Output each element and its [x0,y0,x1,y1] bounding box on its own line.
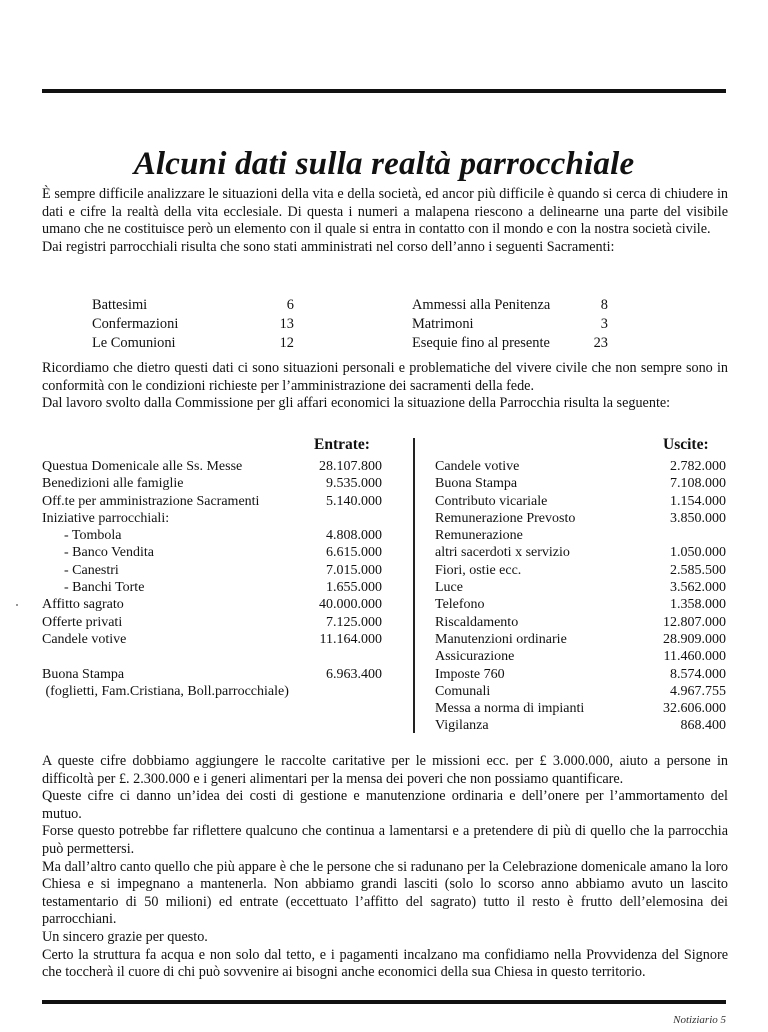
closing-paragraph: Forse questo potrebbe far riflettere qualcuno che continua a lamentarsi e a pretendere di più di quello che la parrocchia può permettersi. [42,823,728,857]
closing-paragraph: Un sincero grazie per questo. [42,928,208,945]
expense-amount: 868.400 [680,718,726,734]
middle-paragraph: Ricordiamo che dietro questi dati ci sono situazioni personali e problematiche del vivere civile che non sempre sono in conformità con le condizioni richieste per l’amministrazione dei sacramenti della fede. [42,360,728,394]
sacrament-name: Confermazioni [92,316,179,332]
income-label: Off.te per amministrazione Sacramenti [42,493,260,509]
expense-row [435,648,726,665]
income-row [42,475,382,492]
intro-text [42,186,728,256]
income-amount: 9.535.000 [326,476,382,492]
expense-amount: 11.460.000 [663,649,726,665]
expense-amount: 12.807.000 [663,614,726,630]
expense-row [435,717,726,734]
expense-row [435,527,726,544]
expense-label: Imposte 760 [435,666,505,682]
closing-paragraph: Queste cifre ci danno un’idea dei costi di gestione e manutenzione ordinaria e dell’onere per l’ammortamento del mutuo. [42,788,728,822]
income-row [42,683,382,700]
expense-row [435,475,726,492]
expense-label: Telefono [435,597,485,613]
sacrament-count: 12 [279,335,294,351]
income-amount: 6.963.400 [326,666,382,682]
income-amount: 7.125.000 [326,614,382,630]
middle-text [42,360,728,413]
income-row [42,458,382,475]
income-row [42,614,382,631]
column-divider [413,438,415,733]
expense-label: Luce [435,580,463,596]
income-label: - Banchi Torte [64,580,145,596]
sacrament-row [412,334,608,353]
sacrament-count: 6 [286,297,294,313]
income-amount: 1.655.000 [326,580,382,596]
income-row [42,544,382,561]
expense-amount: 3.562.000 [670,580,726,596]
expense-row [435,544,726,561]
income-label: Offerte privati [42,614,123,630]
expense-label: Buona Stampa [435,476,518,492]
sacrament-name: Ammessi alla Penitenza [412,297,551,313]
expense-label: Vigilanza [435,718,489,734]
sacrament-row [412,315,608,334]
expense-row [435,458,726,475]
expense-amount: 4.967.755 [670,683,726,699]
sacrament-row [92,334,294,353]
expenses-heading: Uscite: [663,436,709,453]
expense-amount: 1.358.000 [670,597,726,613]
expenses-list [435,458,726,735]
income-amount: 4.808.000 [326,528,382,544]
income-amount: 7.015.000 [326,562,382,578]
income-row [42,493,382,510]
income-row [42,596,382,613]
sacrament-count: 23 [593,335,608,351]
expense-row [435,510,726,527]
sacrament-row [92,296,294,315]
expense-amount: 32.606.000 [663,701,726,717]
expense-row [435,493,726,510]
expense-amount: 2.585.500 [670,562,726,578]
expense-row [435,666,726,683]
income-amount: 6.615.000 [326,545,382,561]
closing-paragraph: A queste cifre dobbiamo aggiungere le raccolte caritative per le missioni ecc. per £ 3.000.000, aiuto a persone in difficoltà per £. 2.300.000 e i generi alimentari per la mensa dei poveri che non possiamo quantificare. [42,753,728,787]
intro-paragraph: È sempre difficile analizzare le situazioni della vita e della società, ed ancor più difficile è quando si cerca di chiudere in dati e cifre la realtà della vita ecclesiale. Di questa i numeri a malapena riescono a delinearne una parte del visibile umano che ne costituisce però un elemento con il quale si entra in contatto con il mondo e con la nostra società civile. [42,186,728,238]
sacrament-row [92,315,294,334]
sacrament-count: 8 [600,297,608,313]
income-amount: 11.164.000 [319,631,382,647]
closing-text [42,753,728,982]
expense-row [435,596,726,613]
intro-paragraph: Dai registri parrocchiali risulta che sono stati amministrati nel corso dell’anno i seguenti Sacramenti: [42,238,615,255]
expense-label: Remunerazione Prevosto [435,510,576,526]
expense-label: Contributo vicariale [435,493,548,509]
expense-row [435,579,726,596]
sacrament-count: 3 [600,316,608,332]
expense-amount: 2.782.000 [670,459,726,474]
expense-label: Candele votive [435,459,520,474]
expense-row [435,631,726,648]
income-label: Questua Domenicale alle Ss. Messe [42,459,243,474]
income-label: Buona Stampa [42,666,125,682]
income-row [42,527,382,544]
expense-label: Remunerazione [435,528,523,544]
sacrament-count: 13 [279,316,294,332]
income-row [42,666,382,683]
income-label: Candele votive [42,631,127,647]
expense-label: Messa a norma di impianti [435,701,585,717]
income-amount: 5.140.000 [326,493,382,509]
expense-row [435,700,726,717]
income-row [42,510,382,527]
expense-amount: 8.574.000 [670,666,726,682]
income-label: - Canestri [64,562,119,578]
income-row-spacer [42,648,382,665]
income-label: Affitto sagrato [42,597,124,613]
sacraments-left [92,296,294,353]
expense-row [435,614,726,631]
expense-label: Assicurazione [435,649,515,665]
closing-paragraph: Certo la struttura fa acqua e non solo dal tetto, e i pagamenti incalzano ma confidiamo nella Provvidenza del Signore che toccherà il cuore di chi può sovvenire ai bisogni anche economici della sua Chiesa in questo territorio. [42,946,728,981]
income-label: Iniziative parrocchiali: [42,510,170,526]
expense-amount: 3.850.000 [670,510,726,526]
expense-label: Riscaldamento [435,614,519,630]
scan-speck [16,604,18,606]
middle-paragraph: Dal lavoro svolto dalla Commissione per gli affari economici la situazione della Parrocchia risulta la seguente: [42,395,671,412]
expense-label: altri sacerdoti x servizio [435,545,570,561]
expense-label: Comunali [435,683,491,699]
bottom-rule [42,1000,726,1004]
income-row [42,631,382,648]
expense-row [435,683,726,700]
expense-amount: 28.909.000 [663,631,726,647]
expense-amount: 7.108.000 [670,476,726,492]
sacraments-right [412,296,608,353]
page-title: Alcuni dati sulla realtà parrocchiale [133,146,635,183]
sacrament-name: Esequie fino al presente [412,335,550,351]
page-footer: Notiziario 5 [673,1014,726,1026]
income-label: (foglietti, Fam.Cristiana, Boll.parrocchiale) [42,683,289,699]
sacrament-name: Le Comunioni [92,335,176,351]
income-label: - Banco Vendita [64,545,154,561]
expense-label: Fiori, ostie ecc. [435,562,522,578]
income-label: Benedizioni alle famiglie [42,476,184,492]
sacrament-row [412,296,608,315]
income-amount: 28.107.800 [319,459,382,474]
income-label: - Tombola [64,528,122,544]
income-row [42,579,382,596]
expense-amount: 1.154.000 [670,493,726,509]
income-heading: Entrate: [314,436,370,453]
top-rule [42,89,726,93]
income-list [42,458,382,700]
income-amount: 40.000.000 [319,597,382,613]
sacrament-name: Matrimoni [412,316,474,332]
expense-label: Manutenzioni ordinarie [435,631,567,647]
income-row [42,562,382,579]
expense-row [435,562,726,579]
expense-amount: 1.050.000 [670,545,726,561]
sacrament-name: Battesimi [92,297,148,313]
closing-paragraph: Ma dall’altro canto quello che più appare è che le persone che si radunano per la Celebrazione domenicale amano la loro Chiesa e si impegnano a mantenerla. Non abbiamo grandi lasciti (solo lo scorso anno abbiamo avuto un lascito testamentario di 50 milioni) ed entrate (eccettuato l’affitto del sagrato) tutto il resto è frutto dell’elemosina dei parrocchiani. [42,858,728,928]
